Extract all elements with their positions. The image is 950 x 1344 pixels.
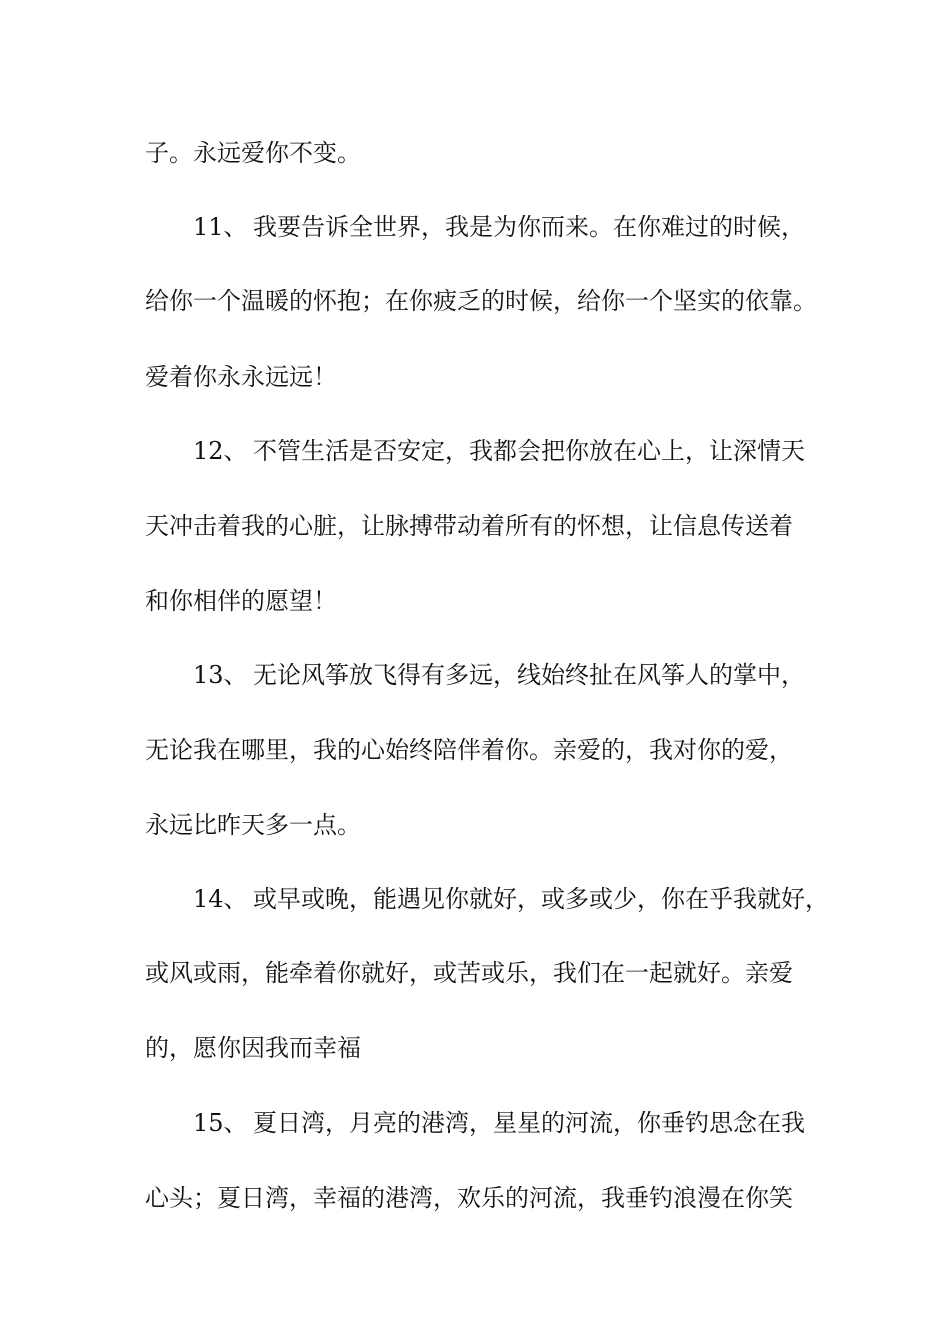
- item-number: 15、: [193, 1109, 248, 1137]
- paragraph-12: [193, 436, 805, 466]
- text-line: 无论风筝放飞得有多远，线始终扯在风筝人的掌中，: [253, 661, 805, 689]
- item-number: 11、: [193, 213, 248, 241]
- text-line: 子。永远爱你不变。: [145, 139, 361, 167]
- text-line: 或风或雨，能牵着你就好，或苦或乐，我们在一起就好。亲爱: [145, 959, 793, 987]
- text-line: 我要告诉全世界，我是为你而来。在你难过的时候，: [253, 213, 805, 241]
- item-number: 13、: [193, 661, 248, 689]
- paragraph-14: [193, 884, 829, 914]
- text-line: 和你相伴的愿望！: [145, 587, 337, 615]
- text-line: 夏日湾，月亮的港湾，星星的河流，你垂钓思念在我: [253, 1109, 805, 1137]
- paragraph-15: [193, 1108, 805, 1138]
- item-number: 12、: [193, 437, 248, 465]
- text-line: 无论我在哪里，我的心始终陪伴着你。亲爱的，我对你的爱，: [145, 736, 793, 764]
- text-line: 给你一个温暖的怀抱；在你疲乏的时候，给你一个坚实的依靠。: [145, 287, 817, 315]
- paragraph-13: [193, 660, 805, 690]
- paragraph-11: [193, 212, 805, 242]
- text-line: 不管生活是否安定，我都会把你放在心上，让深情天: [253, 437, 805, 465]
- text-line: 爱着你永永远远！: [145, 363, 337, 391]
- item-number: 14、: [193, 885, 248, 913]
- text-line: 或早或晚，能遇见你就好，或多或少，你在乎我就好，: [253, 885, 829, 913]
- text-line: 的，愿你因我而幸福: [145, 1034, 361, 1062]
- text-line: 永远比昨天多一点。: [145, 811, 361, 839]
- text-line: 天冲击着我的心脏，让脉搏带动着所有的怀想，让信息传送着: [145, 512, 793, 540]
- text-line: 心头；夏日湾，幸福的港湾，欢乐的河流，我垂钓浪漫在你笑: [145, 1184, 793, 1212]
